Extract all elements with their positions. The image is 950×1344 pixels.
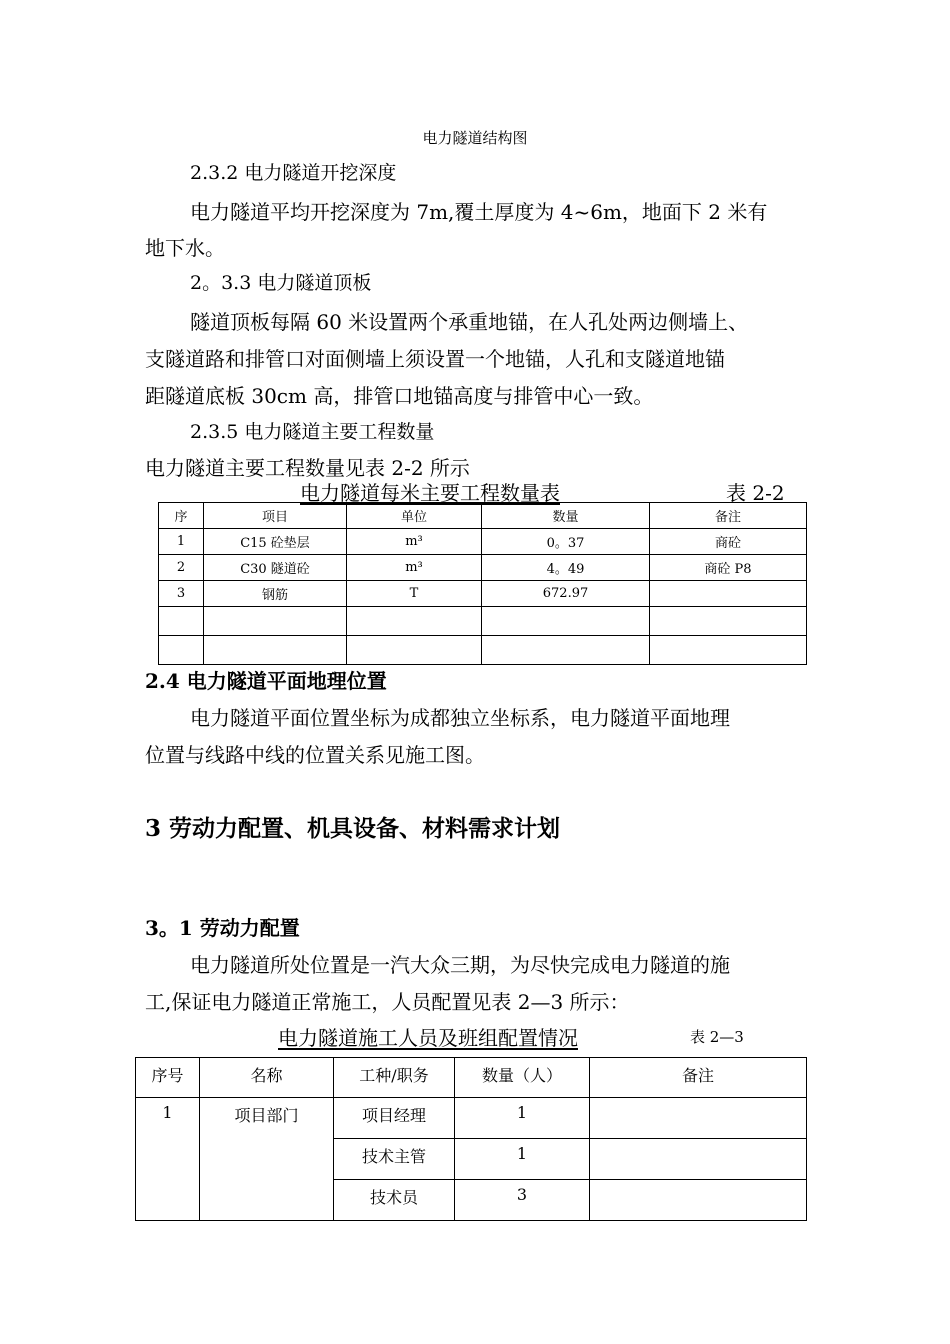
table-cell: 4。49 (482, 555, 650, 581)
table-cell (347, 636, 482, 665)
table-cell: 1 (159, 529, 204, 555)
section-3-1-para-line2: 工,保证电力隧道正常施工，人员配置见表 2—3 所示： (145, 990, 630, 1014)
table-header-cell: 备注 (590, 1058, 807, 1098)
table-cell: 技术主管 (334, 1139, 455, 1180)
table1 (158, 502, 807, 665)
table-header-cell: 单位 (347, 503, 482, 529)
table-row (136, 1098, 807, 1139)
section-2-3-3-para-line3: 距隧道底板 30cm 高，排管口地锚高度与排管中心一致。 (145, 384, 654, 408)
table1-number: 表 2-2 (726, 481, 785, 505)
table-row (159, 529, 807, 555)
table-row (159, 636, 807, 665)
section-3-1-para-line1: 电力隧道所处位置是一汽大众三期，为尽快完成电力隧道的施 (190, 953, 730, 977)
section-2-3-5-heading: 2.3.5 电力隧道主要工程数量 (190, 421, 435, 443)
table-cell: 商砼 (650, 529, 807, 555)
table2 (135, 1057, 807, 1221)
table-cell: C15 砼垫层 (204, 529, 347, 555)
section-2-3-3-para-line1: 隧道顶板每隔 60 米设置两个承重地锚，在人孔处两边侧墙上、 (190, 310, 749, 334)
table-cell-group-name: 项目部门 (200, 1098, 334, 1221)
table-cell: 0。37 (482, 529, 650, 555)
table-cell (159, 607, 204, 636)
table-cell (204, 636, 347, 665)
section-2-4-para-line2: 位置与线路中线的位置关系见施工图。 (145, 743, 485, 767)
table-cell: 钢筋 (204, 581, 347, 607)
table-cell-group-no: 1 (136, 1098, 200, 1221)
table-cell: 2 (159, 555, 204, 581)
table-header-row (159, 503, 807, 529)
table-cell (482, 607, 650, 636)
section-2-4-para-line1: 电力隧道平面位置坐标为成都独立坐标系，电力隧道平面地理 (190, 706, 730, 730)
table-cell (650, 607, 807, 636)
table2-title: 电力隧道施工人员及班组配置情况 (278, 1026, 578, 1050)
table-cell (347, 607, 482, 636)
table-cell (650, 636, 807, 665)
section-2-3-3-heading: 2。3.3 电力隧道顶板 (190, 272, 372, 294)
table-header-cell: 项目 (204, 503, 347, 529)
section-3-1-heading: 3。1 劳动力配置 (145, 916, 300, 940)
table-row (159, 607, 807, 636)
table-cell: m³ (347, 555, 482, 581)
section-2-4-heading: 2.4 电力隧道平面地理位置 (145, 669, 387, 693)
table-cell: 1 (455, 1139, 590, 1180)
table-cell: 商砼 P8 (650, 555, 807, 581)
section-2-3-5-intro: 电力隧道主要工程数量见表 2-2 所示 (145, 456, 470, 480)
table-header-cell: 名称 (200, 1058, 334, 1098)
table1-title: 电力隧道每米主要工程数量表 (300, 481, 560, 505)
table-cell (590, 1180, 807, 1221)
table-row (159, 581, 807, 607)
table-cell: m³ (347, 529, 482, 555)
table-cell: 672.97 (482, 581, 650, 607)
table-cell (590, 1139, 807, 1180)
section-2-3-2-heading: 2.3.2 电力隧道开挖深度 (190, 162, 397, 184)
table-header-cell: 序号 (136, 1058, 200, 1098)
table-cell: 3 (455, 1180, 590, 1221)
table-cell (204, 607, 347, 636)
table-header-cell: 工种/职务 (334, 1058, 455, 1098)
table-cell: 项目经理 (334, 1098, 455, 1139)
table-cell: 3 (159, 581, 204, 607)
section-2-3-2-para-line1: 电力隧道平均开挖深度为 7m,覆土厚度为 4~6m，地面下 2 米有 (190, 200, 768, 224)
table-cell (159, 636, 204, 665)
figure-caption: 电力隧道结构图 (422, 129, 528, 147)
table-header-cell: 数量 (482, 503, 650, 529)
section-3-heading: 3 劳动力配置、机具设备、材料需求计划 (145, 815, 561, 842)
section-2-3-2-para-line2: 地下水。 (145, 236, 225, 260)
table-header-row (136, 1058, 807, 1098)
table-row (159, 555, 807, 581)
table2-number: 表 2—3 (690, 1028, 744, 1046)
table-cell (482, 636, 650, 665)
table-cell: C30 隧道砼 (204, 555, 347, 581)
table-cell: 技术员 (334, 1180, 455, 1221)
table-cell (590, 1098, 807, 1139)
table-cell: T (347, 581, 482, 607)
table-header-cell: 数量（人） (455, 1058, 590, 1098)
table-header-cell: 序 (159, 503, 204, 529)
table-cell: 1 (455, 1098, 590, 1139)
section-2-3-3-para-line2: 支隧道路和排管口对面侧墙上须设置一个地锚，人孔和支隧道地锚 (145, 347, 725, 371)
table-cell (650, 581, 807, 607)
table-header-cell: 备注 (650, 503, 807, 529)
